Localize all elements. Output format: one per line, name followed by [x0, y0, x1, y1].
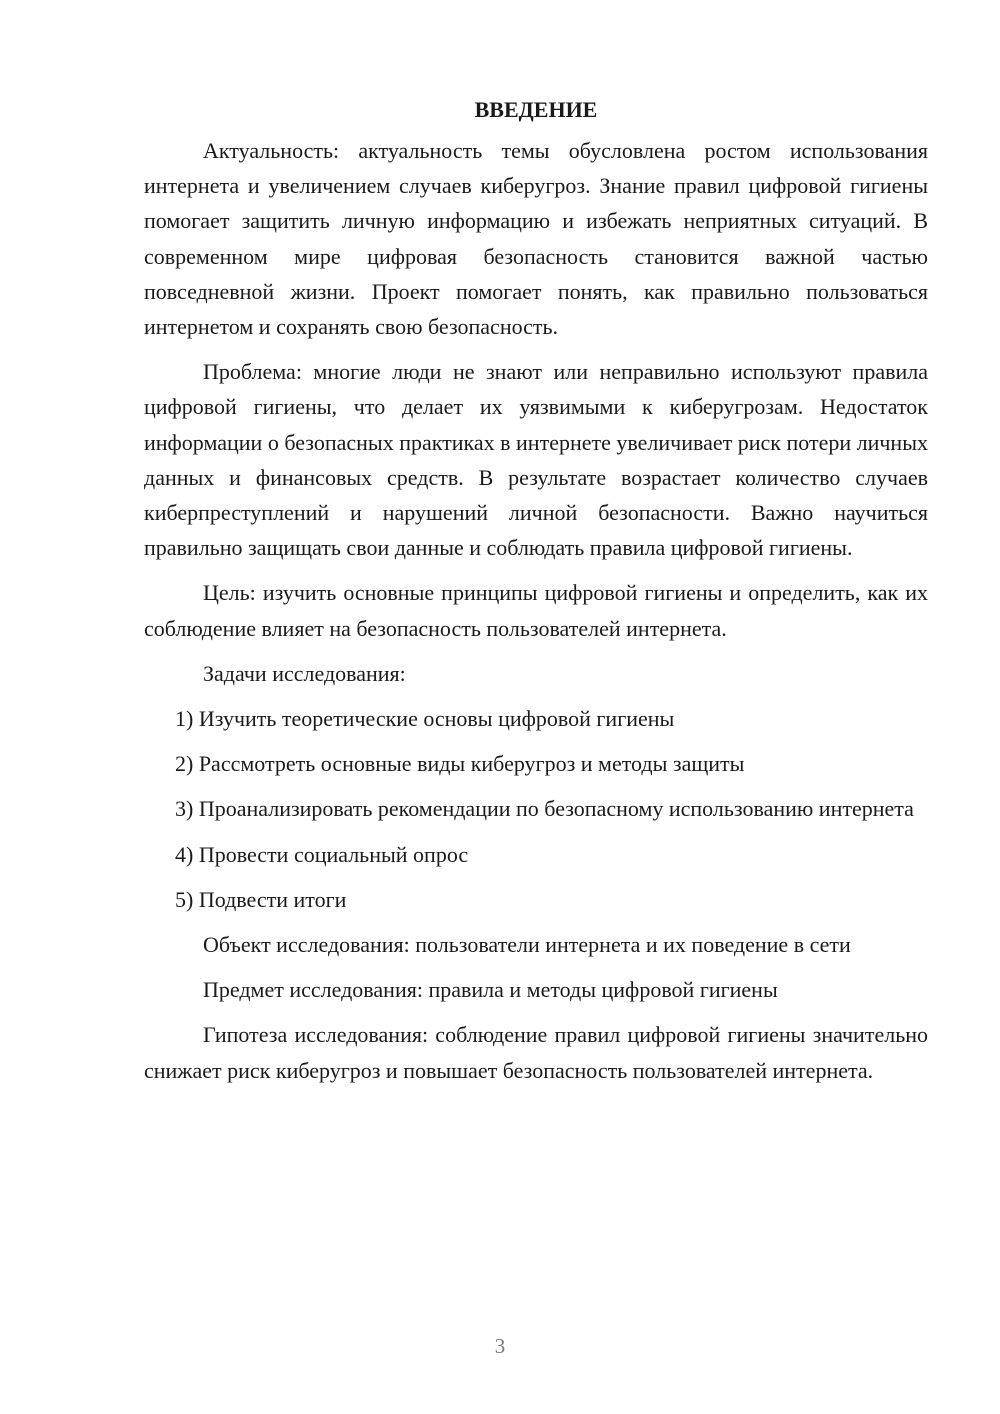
list-item: 1) Изучить теоретические основы цифровой гигиены [175, 706, 675, 732]
problem-paragraph: Проблема: многие люди не знают или неправильно используют правила цифровой гигиены, что делает их уязвимыми к киберугрозам. Недостаток информации о безопасных практиках в интернете увеличивает риск потери личных данных и финансовых средств. В результате возрастает количество случаев киберпреступлений и нарушений личной безопасности. Важно научиться правильно защищать свои данные и соблюдать правила цифровой гигиены. [144, 359, 928, 561]
object-paragraph: Объект исследования: пользователи интернета и их поведение в сети [203, 932, 851, 958]
list-item: 2) Рассмотреть основные виды киберугроз и методы защиты [175, 751, 745, 777]
subject-paragraph: Предмет исследования: правила и методы цифровой гигиены [203, 977, 778, 1003]
tasks-heading: Задачи исследования: [203, 660, 406, 686]
page-number: 3 [494, 1334, 506, 1358]
list-item: 5) Подвести итоги [175, 886, 347, 912]
relevance-paragraph: Актуальность: актуальность темы обусловлена ростом использования интернета и увеличением случаев киберугроз. Знание правил цифровой гигиены помогает защитить личную информацию и избежать неприятных ситуаций. В современном мире цифровая безопасность становится важной частью повседневной жизни. Проект помогает понять, как правильно пользоваться интернетом и сохранять свою безопасность. [144, 138, 928, 340]
list-item: 3) Проанализировать рекомендации по безопасному использованию интернета [175, 796, 914, 822]
list-item: 4) Провести социальный опрос [175, 841, 469, 867]
document-page [144, 92, 928, 1098]
goal-paragraph: Цель: изучить основные принципы цифровой гигиены и определить, как их соблюдение влияет на безопасность пользователей интернета. [144, 580, 928, 641]
hypothesis-paragraph: Гипотеза исследования: соблюдение правил цифровой гигиены значительно снижает риск киберугроз и повышает безопасность пользователей интернета. [144, 1022, 928, 1083]
page-title: ВВЕДЕНИЕ [474, 97, 598, 122]
